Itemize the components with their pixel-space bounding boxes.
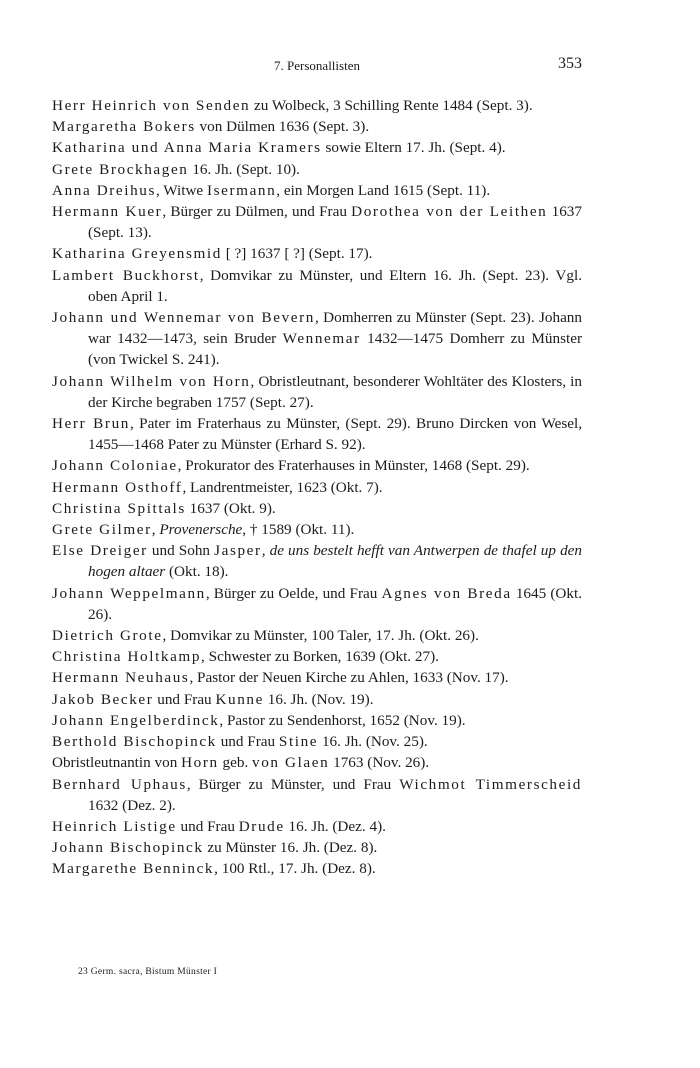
entry-text: 16. Jh. (Sept. 10). — [188, 160, 300, 178]
list-item — [52, 201, 582, 243]
person-name: Katharina und Anna Maria Kramers — [52, 139, 322, 157]
entry-text: , — [261, 542, 270, 560]
entry-text: 1637 (Okt. 9). — [185, 499, 276, 517]
entry-text: 1632 (Dez. 2). — [88, 796, 176, 814]
entry-text: , Schwester zu Borken, 1639 (Okt. 27). — [201, 648, 439, 666]
entry-text: 1637 (Sept. 13). — [88, 203, 582, 242]
entry-text: [ ?] 1637 [ ?] (Sept. 17). — [221, 245, 373, 263]
entry-text: 1432—1475 Domherr zu Münster (von Twickel S. 241). — [88, 330, 582, 369]
entry-text: , Bürger zu Münster, und Frau — [186, 775, 400, 793]
quoted-text: de uns bestelt hefft van Antwerpen de thafel up den hogen altaer — [88, 542, 583, 581]
person-name: Margaretha Bokers — [52, 118, 196, 136]
entry-text: (Okt. 18). — [165, 563, 229, 581]
person-name: Drude — [238, 817, 285, 835]
person-name: Agnes von Breda — [381, 584, 512, 602]
entry-text: , Pastor zu Sendenhorst, 1652 (Nov. 19). — [219, 711, 466, 729]
person-name: Horn — [181, 754, 219, 772]
person-name: Anna Dreihus — [52, 181, 156, 199]
entry-text: , Bürger zu Oelde, und Frau — [205, 584, 382, 602]
entry-text: und Sohn — [147, 542, 215, 560]
person-name: Bernhard Uphaus — [52, 775, 187, 793]
person-name: Berthold Bischopinck — [52, 733, 217, 751]
person-name: Christina Holtkamp — [52, 648, 202, 666]
person-name: Jasper — [214, 542, 262, 560]
entry-text: 16. Jh. (Dez. 4). — [284, 817, 386, 835]
list-item — [52, 519, 582, 540]
person-name: Grete Gilmer — [52, 521, 152, 539]
list-item — [52, 498, 582, 519]
person-name: Grete Brockhagen — [52, 160, 189, 178]
person-name: Wennemar — [282, 330, 361, 348]
signature-mark: 23 Germ. sacra, Bistum Münster I — [78, 967, 218, 977]
list-item — [52, 371, 582, 413]
list-item — [52, 646, 582, 667]
person-name: Katharina Greyensmid — [52, 245, 222, 263]
list-item — [52, 667, 582, 688]
person-name: Else Dreiger — [52, 542, 148, 560]
entry-text: und Frau — [176, 817, 239, 835]
person-name: Herr Brun — [52, 415, 130, 433]
entry-text: 1645 (Okt. 26). — [88, 584, 582, 623]
entry-text: zu Wolbeck, 3 Schilling Rente 1484 (Sept. 3). — [250, 97, 533, 114]
list-item — [52, 180, 582, 201]
entry-text: , Landrentmeister, 1623 (Okt. 7). — [182, 478, 383, 496]
entry-list — [52, 95, 582, 880]
list-item — [52, 455, 582, 476]
person-name: Isermann — [206, 181, 277, 199]
entry-text: , ein Morgen Land 1615 (Sept. 11). — [276, 181, 491, 199]
entry-text: und Frau — [153, 690, 216, 708]
person-name: Lambert Buckhorst — [52, 266, 200, 284]
list-item — [52, 265, 582, 307]
entry-text: geb. — [218, 754, 253, 772]
entry-text: , † 1589 (Okt. 11). — [242, 521, 355, 539]
entry-text: , 100 Rtl., 17. Jh. (Dez. 8). — [214, 860, 376, 878]
person-name: Hermann Kuer — [52, 203, 163, 221]
list-item — [52, 477, 582, 498]
list-item — [52, 731, 582, 752]
person-name: Dietrich Grote — [52, 627, 163, 645]
list-item — [52, 95, 582, 116]
person-name: Kunne — [215, 690, 264, 708]
person-name: Stine — [278, 733, 319, 751]
list-item — [52, 307, 582, 371]
list-item — [52, 159, 582, 180]
person-name: Johann und Wennemar von Bevern — [52, 309, 316, 327]
entry-text: von Dülmen 1636 (Sept. 3). — [195, 118, 370, 136]
entry-text: , Domherren zu Münster (Sept. 23). Johann war 1432—1473, sein Bruder — [88, 309, 582, 348]
quoted-text: Provenersche — [159, 521, 243, 539]
section-title: 7. Personallisten — [274, 58, 360, 73]
entry-text: , Domvikar zu Münster, und Eltern 16. Jh. (Sept. 23). Vgl. oben April 1. — [88, 266, 582, 305]
person-name: Johann Weppelmann — [52, 584, 206, 602]
entry-text: , Witwe — [155, 181, 207, 199]
person-name: Christina Spittals — [52, 499, 186, 517]
person-name: Jakob Becker — [52, 690, 154, 708]
person-name: Johann Wilhelm von Horn — [52, 372, 251, 390]
entry-text: 16. Jh. (Nov. 25). — [318, 733, 428, 751]
list-item — [52, 540, 582, 582]
list-item — [52, 116, 582, 137]
person-name: Johann Engelberdinck — [52, 711, 220, 729]
entry-text: Obristleutnantin von — [52, 754, 182, 772]
list-item — [52, 413, 582, 455]
entry-text: , Prokurator des Fraterhauses in Münster, 1468 (Sept. 29). — [177, 457, 530, 475]
person-name: Margarethe Benninck — [52, 860, 215, 878]
person-name: Johann Bischopinck — [52, 839, 204, 857]
running-head — [52, 55, 582, 77]
entry-text: sowie Eltern 17. Jh. (Sept. 4). — [321, 139, 506, 157]
entry-text: , Pater im Fraterhaus zu Münster, (Sept. 29). Bruno Dircken von Wesel, 1455—1468 Pater zu Münster (Erhard S. 92). — [88, 415, 583, 454]
entry-text: , Domvikar zu Münster, 100 Taler, 17. Jh. (Okt. 26). — [162, 627, 479, 645]
list-item — [52, 837, 582, 858]
entry-text: 16. Jh. (Nov. 19). — [263, 690, 374, 708]
person-name: Hermann Neuhaus — [52, 669, 190, 687]
person-name: von Glaen — [252, 754, 330, 772]
entry-text: 1763 (Nov. 26). — [329, 754, 430, 772]
list-item — [52, 625, 582, 646]
entry-text: , Bürger zu Dülmen, und Frau — [162, 203, 352, 221]
list-item — [52, 774, 582, 816]
list-item — [52, 137, 582, 158]
person-name: Dorothea von der Leithen — [351, 203, 548, 221]
entry-text: und Frau — [216, 733, 279, 751]
list-item — [52, 689, 582, 710]
person-name: Hermann Osthoff — [52, 478, 183, 496]
list-item — [52, 816, 582, 837]
list-item — [52, 583, 582, 625]
list-item — [52, 752, 582, 773]
person-name: Herr Heinrich von Senden — [52, 97, 251, 114]
person-name: Heinrich Listige — [52, 817, 177, 835]
person-name: Johann Coloniae — [52, 457, 178, 475]
page-number: 353 — [558, 55, 582, 72]
entry-text: , — [151, 521, 160, 539]
list-item — [52, 858, 582, 879]
entry-text: zu Münster 16. Jh. (Dez. 8). — [203, 839, 378, 857]
person-name: Wichmot Timmerscheid — [399, 775, 582, 793]
list-item — [52, 243, 582, 264]
list-item — [52, 710, 582, 731]
entry-text: , Pastor der Neuen Kirche zu Ahlen, 1633 (Nov. 17). — [189, 669, 509, 687]
entry-text: , Obristleutnant, besonderer Wohltäter des Klosters, in der Kirche begraben 1757 (Sept. 27). — [88, 372, 582, 411]
